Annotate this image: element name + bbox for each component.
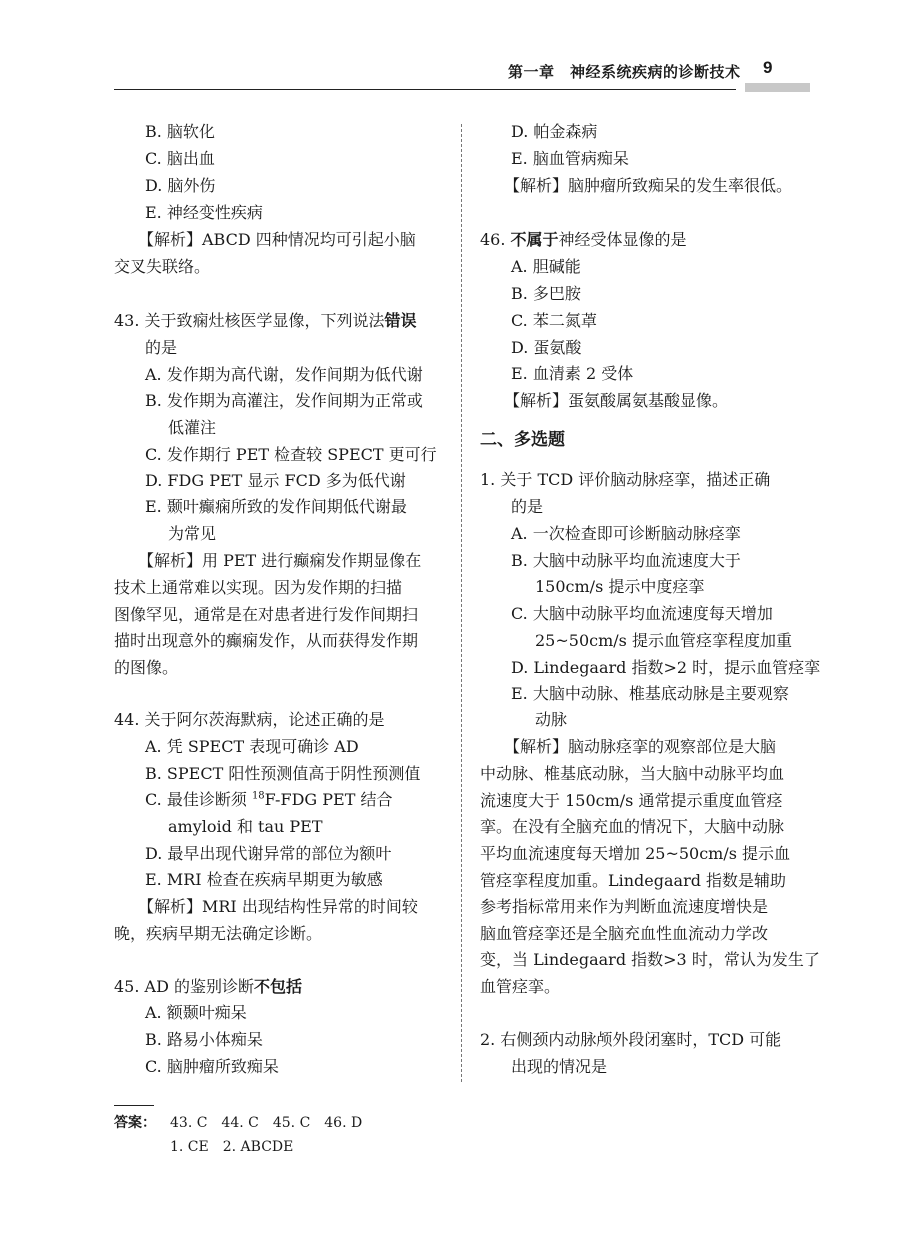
q44-option-c-lead: C. 最佳诊断须 bbox=[145, 790, 252, 809]
q46-option-a: A. 胆碱能 bbox=[511, 257, 581, 276]
m1-stem-cont: 的是 bbox=[511, 497, 544, 516]
m1-analysis-2: 中动脉、椎基底动脉，当大脑中动脉平均血 bbox=[480, 764, 785, 783]
answers-label: 答案： bbox=[114, 1115, 156, 1131]
q44-option-e: E. MRI 检查在疾病早期更为敏感 bbox=[145, 870, 383, 889]
answers-line-2: 1. CE 2. ABCDE bbox=[170, 1139, 294, 1155]
q42-option-e: E. 神经变性疾病 bbox=[145, 203, 263, 222]
chapter-title: 第一章 神经系统疾病的诊断技术 bbox=[508, 63, 741, 81]
q43-stem-text: 43. 关于致痫灶核医学显像，下列说法 bbox=[114, 311, 385, 330]
section-heading: 二、多选题 bbox=[480, 430, 565, 450]
q43-option-a: A. 发作期为高代谢，发作间期为低代谢 bbox=[145, 365, 423, 384]
q43-option-e: E. 颞叶癫痫所致的发作间期低代谢最 bbox=[145, 497, 407, 516]
m1-stem: 1. 关于 TCD 评价脑动脉痉挛，描述正确 bbox=[480, 470, 771, 489]
m1-analysis-5: 平均血流速度每天增加 25~50cm/s 提示血 bbox=[480, 844, 791, 863]
q43-stem-cont: 的是 bbox=[145, 338, 178, 357]
q43-option-c: C. 发作期行 PET 检查较 SPECT 更可行 bbox=[145, 445, 437, 464]
m1-analysis-6: 管痉挛程度加重。Lindegaard 指数是辅助 bbox=[480, 871, 787, 890]
m1-analysis-9: 变，当 Lindegaard 指数>3 时，常认为发生了 bbox=[480, 950, 820, 969]
m1-option-d: D. Lindegaard 指数>2 时，提示血管痉挛 bbox=[511, 658, 821, 677]
q43-analysis-2: 技术上通常难以实现。因为发作期的扫描 bbox=[114, 578, 403, 597]
m2-stem: 2. 右侧颈内动脉颅外段闭塞时，TCD 可能 bbox=[480, 1030, 782, 1049]
q42-analysis-cont: 交叉失联络。 bbox=[114, 257, 211, 276]
m1-option-e: E. 大脑中动脉、椎基底动脉是主要观察 bbox=[511, 684, 789, 703]
header-tab-bar bbox=[745, 83, 810, 92]
q45-stem-text: 45. AD 的鉴别诊断 bbox=[114, 977, 255, 996]
answers-line-1: 43. C 44. C 45. C 46. D bbox=[170, 1115, 363, 1131]
q45-option-e: E. 脑血管病痴呆 bbox=[511, 149, 629, 168]
q46-option-d: D. 蛋氨酸 bbox=[511, 338, 582, 357]
q44-option-b: B. SPECT 阳性预测值高于阴性预测值 bbox=[145, 764, 421, 783]
q46-stem-number: 46. bbox=[480, 230, 511, 249]
q44-option-a: A. 凭 SPECT 表现可确诊 AD bbox=[145, 737, 359, 756]
q43-option-b: B. 发作期为高灌注，发作间期为正常或 bbox=[145, 391, 423, 410]
q46-option-c: C. 苯二氮䓬 bbox=[511, 311, 597, 330]
q43-analysis-4: 描时出现意外的癫痫发作，从而获得发作期 bbox=[114, 631, 419, 650]
q43-option-b-cont: 低灌注 bbox=[168, 418, 217, 437]
q45-stem-emphasis: 不包括 bbox=[254, 977, 303, 996]
q44-option-c-rest: F-FDG PET 结合 bbox=[264, 790, 393, 809]
q45-stem bbox=[114, 977, 302, 997]
q43-stem bbox=[114, 311, 417, 331]
m1-analysis-3: 流速度大于 150cm/s 通常提示重度血管痉 bbox=[480, 791, 783, 810]
m1-option-b-cont: 150cm/s 提示中度痉挛 bbox=[535, 577, 705, 596]
q43-analysis-5: 的图像。 bbox=[114, 658, 179, 677]
m1-option-a: A. 一次检查即可诊断脑动脉痉挛 bbox=[511, 524, 741, 543]
q44-option-c-superscript: 18 bbox=[251, 790, 265, 802]
m1-option-c-cont: 25~50cm/s 提示血管痉挛程度加重 bbox=[535, 631, 792, 650]
q45-analysis: 【解析】脑肿瘤所致痴呆的发生率很低。 bbox=[504, 176, 793, 195]
q45-option-a: A. 额颞叶痴呆 bbox=[145, 1003, 247, 1022]
q46-stem-emphasis: 不属于 bbox=[510, 230, 559, 249]
q46-option-e: E. 血清素 2 受体 bbox=[511, 364, 634, 383]
q43-analysis-1: 【解析】用 PET 进行癫痫发作期显像在 bbox=[138, 551, 422, 570]
q45-option-c: C. 脑肿瘤所致痴呆 bbox=[145, 1057, 279, 1076]
m1-analysis-7: 参考指标常用来作为判断血流速度增快是 bbox=[480, 897, 769, 916]
m1-analysis-10: 血管痉挛。 bbox=[480, 977, 561, 996]
q45-option-b: B. 路易小体痴呆 bbox=[145, 1030, 263, 1049]
q46-stem bbox=[480, 230, 687, 250]
column-divider bbox=[461, 124, 462, 1082]
m1-analysis-8: 脑血管痉挛还是全脑充血性血流动力学改 bbox=[480, 924, 769, 943]
page-number: 9 bbox=[763, 58, 773, 77]
q43-option-d: D. FDG PET 显示 FCD 多为低代谢 bbox=[145, 471, 406, 490]
q42-option-b: B. 脑软化 bbox=[145, 122, 215, 141]
m1-analysis-4: 挛。在没有全脑充血的情况下，大脑中动脉 bbox=[480, 817, 785, 836]
answers-rule bbox=[114, 1105, 154, 1106]
m1-option-e-cont: 动脉 bbox=[535, 710, 568, 729]
q42-option-d: D. 脑外伤 bbox=[145, 176, 216, 195]
header-rule bbox=[114, 89, 736, 90]
q44-analysis-2: 晚，疾病早期无法确定诊断。 bbox=[114, 924, 323, 943]
q46-analysis: 【解析】蛋氨酸属氨基酸显像。 bbox=[504, 391, 729, 410]
q43-stem-emphasis: 错误 bbox=[384, 311, 417, 330]
m1-option-c: C. 大脑中动脉平均血流速度每天增加 bbox=[511, 604, 773, 623]
q46-option-b: B. 多巴胺 bbox=[511, 284, 581, 303]
m2-stem-cont: 出现的情况是 bbox=[511, 1057, 608, 1076]
m1-analysis-1: 【解析】脑动脉痉挛的观察部位是大脑 bbox=[504, 737, 777, 756]
q45-option-d: D. 帕金森病 bbox=[511, 122, 598, 141]
q44-option-c-cont: amyloid 和 tau PET bbox=[168, 817, 323, 836]
q42-option-c: C. 脑出血 bbox=[145, 149, 215, 168]
q46-stem-text: 神经受体显像的是 bbox=[558, 230, 687, 249]
q43-option-e-cont: 为常见 bbox=[168, 524, 217, 543]
q44-analysis-1: 【解析】MRI 出现结构性异常的时间较 bbox=[138, 897, 418, 916]
m1-option-b: B. 大脑中动脉平均血流速度大于 bbox=[511, 551, 741, 570]
q42-analysis: 【解析】ABCD 四种情况均可引起小脑 bbox=[138, 230, 416, 249]
q44-option-d: D. 最早出现代谢异常的部位为额叶 bbox=[145, 844, 392, 863]
q44-option-c bbox=[145, 790, 392, 810]
q44-stem: 44. 关于阿尔茨海默病，论述正确的是 bbox=[114, 710, 385, 729]
q43-analysis-3: 图像罕见，通常是在对患者进行发作间期扫 bbox=[114, 605, 419, 624]
